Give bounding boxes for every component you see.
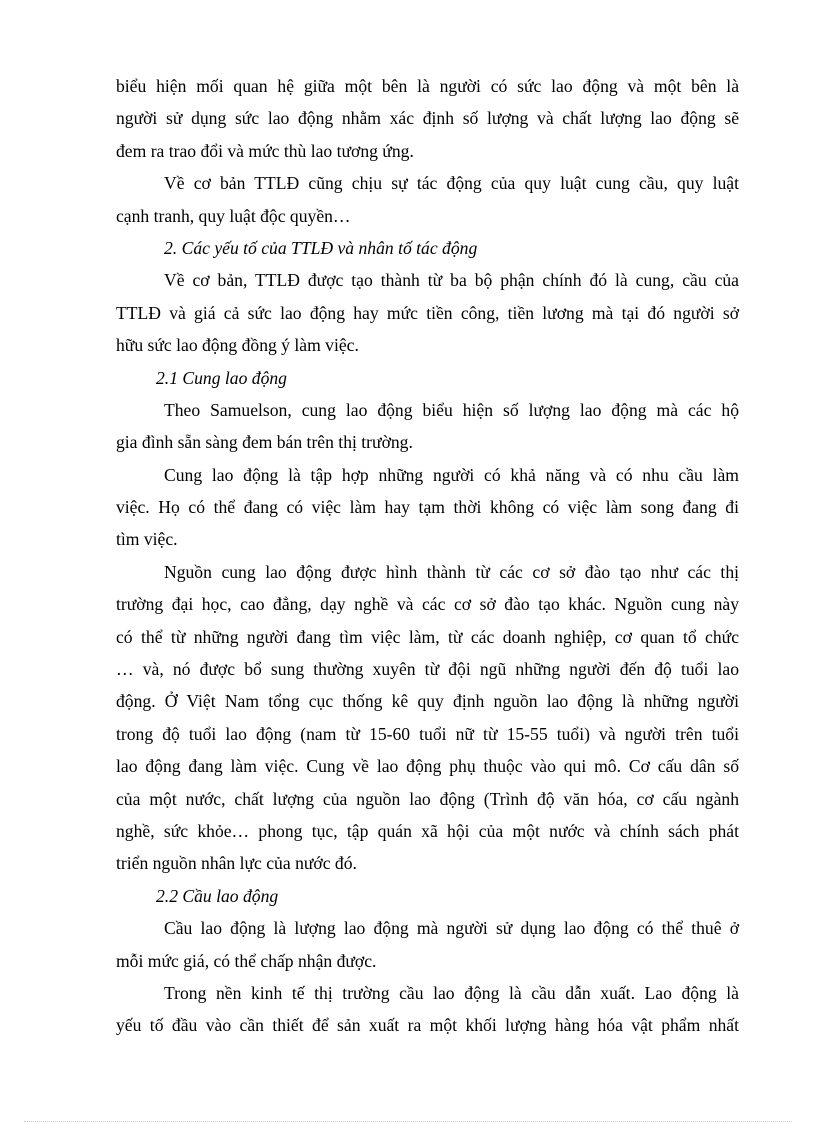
text-line: mỗi mức giá, có thể chấp nhận được. [116,950,377,971]
text-line: động. Ở Việt Nam tổng cục thống kê quy định nguồn lao động là những người [116,691,739,712]
text-line: triển nguồn nhân lực của nước đó. [116,853,357,874]
text-line: biểu hiện mối quan hệ giữa một bên là người có sức lao động và một bên là [116,76,739,96]
text-line: người sử dụng sức lao động nhằm xác định số lượng và chất lượng lao động sẽ [116,108,739,129]
paragraph-first-line: Trong nền kinh tế thị trường cầu lao động là cầu dẫn xuất. Lao động là [164,982,739,1003]
paragraph-first-line: Về cơ bản, TTLĐ được tạo thành từ ba bộ phận chính đó là cung, cầu của [164,270,739,291]
paragraph-first-line: Về cơ bản TTLĐ cũng chịu sự tác động của quy luật cung cầu, quy luật [164,173,739,194]
text-line: trong độ tuổi lao động (nam từ 15-60 tuổi nữ từ 15-55 tuổi) và người trên tuổi [116,723,739,744]
text-line: nghề, sức khỏe… phong tục, tập quán xã hội của một nước và chính sách phát [116,820,739,841]
text-line: hữu sức lao động đồng ý làm việc. [116,335,359,356]
text-line: gia đình sẵn sàng đem bán trên thị trường. [116,432,413,453]
text-line: có thể từ những người đang tìm việc làm, từ các doanh nghiệp, cơ quan tổ chức [116,626,739,647]
text-line: yếu tố đầu vào cần thiết để sản xuất ra một khối lượng hàng hóa vật phẩm nhất [116,1015,739,1036]
subsection-heading: 2.1 Cung lao động [156,367,287,388]
text-line: của một nước, chất lượng của nguồn lao động (Trình độ văn hóa, cơ cấu ngành [116,788,739,809]
paragraph-first-line: Nguồn cung lao động được hình thành từ các cơ sở đào tạo như các thị [164,561,739,582]
text-line: cạnh tranh, quy luật độc quyền… [116,205,351,226]
paragraph-first-line: Theo Samuelson, cung lao động biểu hiện số lượng lao động mà các hộ [164,399,739,420]
text-line: … và, nó được bổ sung thường xuyên từ đội ngũ những người đến độ tuổi lao [116,659,739,680]
text-line: tìm việc. [116,529,178,550]
text-line: lao động đang làm việc. Cung về lao động phụ thuộc vào qui mô. Cơ cấu dân số [116,756,739,777]
subsection-heading: 2.2 Cầu lao động [156,885,279,906]
paragraph-first-line: Cầu lao động là lượng lao động mà người sử dụng lao động có thể thuê ở [164,918,739,939]
paragraph-first-line: Cung lao động là tập hợp những người có khả năng và có nhu cầu làm [164,464,739,485]
document-page [116,70,739,1042]
text-line: trường đại học, cao đẳng, dạy nghề và các cơ sở đào tạo khác. Nguồn cung này [116,594,739,615]
text-line: TTLĐ và giá cả sức lao động hay mức tiền công, tiền lương mà tại đó người sở [116,302,739,323]
text-line: đem ra trao đổi và mức thù lao tương ứng. [116,140,414,161]
page-bottom-divider [24,1121,792,1122]
text-line: việc. Họ có thể đang có việc làm hay tạm thời không có việc làm song đang đi [116,497,739,518]
section-heading: 2. Các yếu tố của TTLĐ và nhân tố tác động [164,237,478,258]
